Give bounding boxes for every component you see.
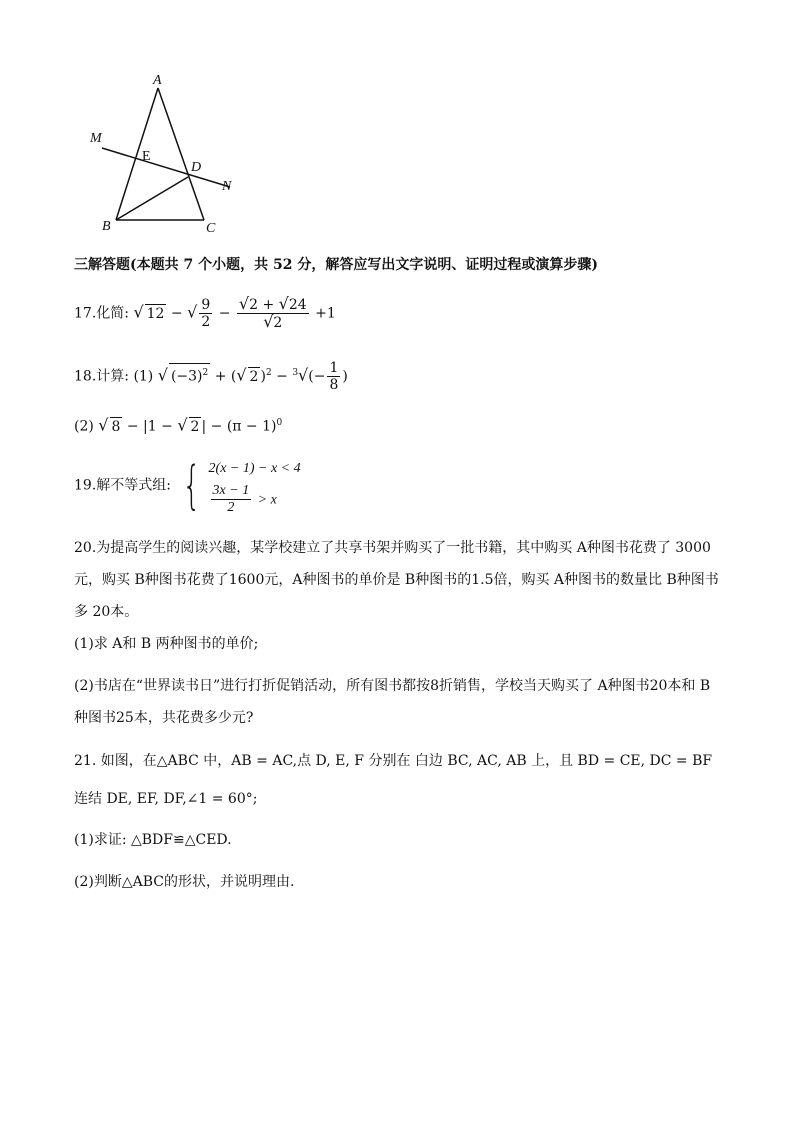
label-d: D	[191, 160, 202, 175]
line-mn	[102, 148, 230, 187]
label-c: C	[206, 221, 216, 236]
q18-sqrt8: 8	[111, 418, 121, 435]
q18-part1-label: (1)	[133, 368, 154, 385]
section-heading: 三解答题(本题共 7 个小题，共 52 分，解答应写出文字说明、证明过程或演算步骤)	[74, 257, 598, 273]
segment-ac	[158, 88, 204, 220]
q17-sqrt12: 12	[146, 305, 165, 322]
label-m: M	[90, 131, 102, 146]
segment-bd	[116, 177, 188, 220]
q17-tail: +1	[315, 305, 336, 322]
q17-frac-9-2: $\frac{9}{2}$	[201, 297, 211, 330]
question-21: 21. 如图，在△ABC 中，AB = AC,点 D, E, F 分别在 白边 BC, AC, AB 上，且 BD = CE, DC = BF 连结 DE, EF, DF,∠1 = 60°;	[74, 753, 713, 807]
q17-prefix: 17.化简:	[74, 305, 129, 322]
label-a: A	[153, 73, 162, 88]
q18-abs-sqrt2: 2	[190, 418, 200, 435]
q18-part2-label: (2)	[74, 418, 94, 435]
question-18: 18.计算: (1) √ $(-3)^2$ + (√ 2 )$^2$ − $^3$√(− $\frac{1}{8}$ )	[74, 360, 348, 393]
q19-system: { 2(x − 1) − x < 4 $\frac{3x - 1}{2}$ > x	[182, 455, 301, 516]
q18-pi-term: (π − 1)	[226, 418, 277, 435]
q19-prefix: 19.解不等式组:	[74, 477, 171, 494]
q18-prefix: 18.计算:	[74, 368, 129, 385]
q18-cube-index: 3	[292, 367, 299, 378]
question-21-part2: (2)判断△ABC的形状，并说明理由.	[74, 874, 295, 890]
label-n: N	[222, 179, 232, 194]
q17-frac-main: $\frac{√2 + √24}{√2}$	[238, 294, 307, 331]
question-21-part1: (1)求证: △BDF≌△CED.	[74, 832, 232, 848]
q19-inequality-2: $\frac{3x - 1}{2}$ > x	[212, 483, 277, 515]
q18-sqrt-neg3: $(-3)^2$	[169, 363, 210, 386]
triangle-diagram	[82, 70, 252, 238]
question-17: 17.化简: √ 12 − √ $\frac{9}{2}$ − $\frac{√2 + √24}{√2}$ +1	[74, 294, 336, 331]
question-19	[74, 455, 301, 516]
label-e: E	[142, 149, 151, 164]
question-20-part2: (2)书店在“世界读书日”进行打折促销活动，所有图书都按8折销售，学校当天购买了 A种图书20本和 B 种图书25本，共花费多少元?	[74, 678, 711, 726]
label-b: B	[102, 219, 111, 234]
question-18-part2: (2) √ 8 − |1 − √ 2 | − $(\pi - 1)^0$	[74, 415, 283, 435]
question-20: 20.为提高学生的阅读兴趣，某学校建立了共享书架并购买了一批书籍，其中购买 A种图书花费了 3000元，购买 B种图书花费了1600元，A种图书的单价是 B种图书的1.5倍，购买 A种图书的数量比 B种图书多 20本。	[74, 540, 719, 620]
geometry-figure	[82, 70, 252, 238]
q19-inequality-1: 2(x − 1) − x < 4	[208, 461, 301, 476]
question-20-part1: (1)求 A和 B 两种图书的单价;	[74, 636, 259, 652]
q18-sqrt2: 2	[249, 368, 259, 385]
q18-frac-1-8: $\frac{1}{8}$	[329, 360, 339, 393]
